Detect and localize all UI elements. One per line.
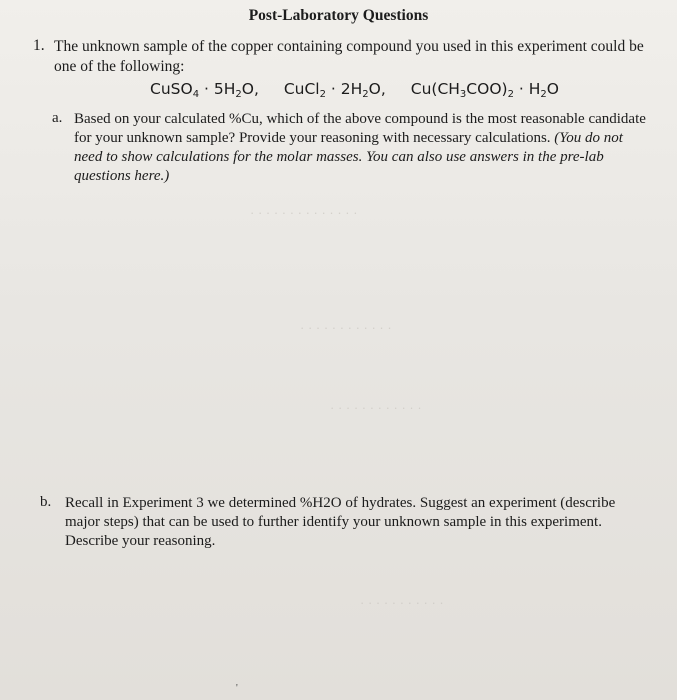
formula-copper-sulfate: CuSO$_4$ · $5H_2O$,	[150, 80, 259, 100]
bleed-through-text: · · · · · · · · · · ·	[360, 595, 444, 610]
bleed-through-text: · · · · · · · · · · · · · ·	[250, 205, 358, 220]
stray-mark: '	[236, 683, 238, 694]
formula-copper-acetate: $Cu(CH_3COO)_2 \cdot H_2O$	[410, 80, 559, 100]
page-title: Post-Laboratory Questions	[248, 7, 429, 24]
question-number: 1.	[33, 37, 45, 54]
part-a-label: a.	[52, 110, 63, 126]
question-text: The unknown sample of the copper containing compound you used in this experiment could be one of the following:	[54, 38, 644, 75]
part-a-text	[74, 110, 654, 186]
part-a-note: (You do not need to show calculations for the molar masses. You can also use answers in the pre-lab questions here.)	[74, 130, 623, 184]
part-b-text: Recall in Experiment 3 we determined %H2O of hydrates. Suggest an experiment (describe major steps) that can be used to further identify your unknown sample in this experiment. Describe your reasoning.	[65, 495, 616, 549]
part-b-label: b.	[40, 494, 52, 510]
part-a-question: Based on your calculated %Cu, which of the above compound is the most reasonable candidate for your unknown sample? Provide your reasoning with necessary calculations.	[74, 111, 646, 146]
formula-list	[150, 80, 579, 100]
formula-copper-chloride: CuCl$_2$ · $2H_2O$,	[283, 80, 386, 100]
bleed-through-text: · · · · · · · · · · · ·	[330, 400, 422, 415]
bleed-through-text: · · · · · · · · · · · ·	[300, 320, 392, 335]
